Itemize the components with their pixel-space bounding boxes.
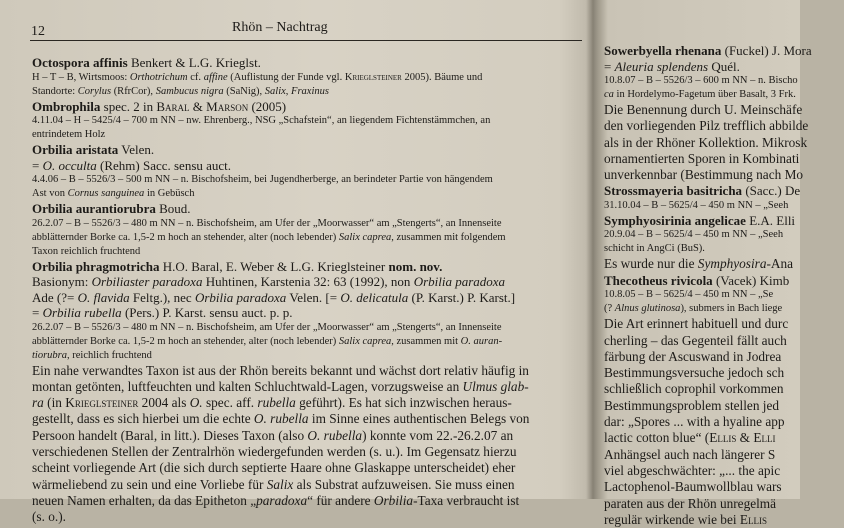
left-text-line: = O. occulta (Rehm) Sacc. sensu auct.	[32, 157, 232, 173]
left-text-line: Persoon handelt (Baral, in litt.). Dieses Taxon (also O. rubella) konnte vom 22.-26.2.07 an	[32, 427, 514, 443]
left-text-line: Basionym: Orbiliaster paradoxa Huhtinen, Karstenia 32: 63 (1992), non Orbilia paradoxa	[32, 274, 506, 289]
left-text-line: wärmeliebend zu sein und eine Vorliebe für Salix als Substrat aufzuweisen. Sie muss einen	[32, 476, 515, 492]
left-text-line: 26.2.07 – B – 5526/3 – 480 m NN – n. Bischofsheim, am Ufer der „Moorwasser“ am „Stengerts“, an Innenseite	[32, 217, 502, 229]
right-text-line: färbung der Ascuswand in Jodrea	[604, 348, 782, 364]
left-text-line: Orbilia aurantiorubra Boud.	[32, 201, 191, 216]
left-text-line: entrindetem Holz	[32, 129, 106, 140]
left-text-line: tiorubra, reichlich fruchtend	[32, 349, 152, 361]
right-text-line: Sowerbyella rhenana (Fuckel) J. Mora	[604, 43, 812, 58]
running-head: Rhön – Nachtrag	[232, 20, 328, 35]
left-text-line: (s. o.).	[32, 509, 66, 525]
left-text-line: Ombrophila spec. 2 in Baral & Marson (2005)	[32, 98, 287, 114]
left-text-line: H – T – B, Wirtsmoos: Orthotrichum cf. affine (Auflistung der Funde vgl. Krieglsteiner 2005). Bäume und	[32, 71, 483, 83]
right-text-line: Bestimmungsproblem stellen jed	[604, 397, 780, 413]
left-text-line: Octospora affinis Benkert & L.G. Krieglst.	[32, 55, 261, 70]
left-text-line: 26.2.07 – B – 5526/3 – 480 m NN – n. Bischofsheim, am Ufer der „Moorwasser“ am „Stengerts“, an Innenseite	[32, 321, 502, 333]
right-text-line: paraten aus der Rhön unregelmä	[604, 495, 777, 511]
right-text-line: 10.8.05 – B – 5625/4 – 450 m NN – „Se	[604, 289, 774, 301]
left-text-line: scheint vorliegende Art (die sich durch septierte Haare ohne Glaskappe unterscheidet) eher	[32, 460, 516, 476]
right-text-line: Strossmayeria basitricha (Sacc.) De	[604, 183, 801, 199]
header-rule	[30, 40, 582, 41]
right-text-line: schicht in AngCi (BuS).	[604, 243, 705, 255]
left-text-line: = Orbilia rubella (Pers.) P. Karst. sensu auct. p. p.	[32, 305, 293, 320]
right-text-line: den vorliegenden Pilz trefflich abbilde	[604, 118, 809, 134]
right-text-line: ca in Hordelymo-Fagetum über Basalt, 3 Frk.	[604, 89, 796, 100]
right-text-line: Bestimmungsversuche jedoch sch	[604, 365, 785, 381]
left-text-line: verschiedenen Stellen der Zentralrhön wiedergefunden werden (s. u.). Im Gegensatz hierzu	[32, 443, 517, 459]
left-text-column	[32, 55, 562, 525]
right-text-line: als in der Rhöner Kollektion. Mikrosk	[604, 134, 808, 150]
left-text-line: neuen Namen erhalten, da das Epitheton „paradoxa“ für andere Orbilia-Taxa verbraucht ist	[32, 492, 520, 508]
left-text-line: Ade (?= O. flavida Feltg.), nec Orbilia paradoxa Velen. [= O. delicatula (P. Karst.) P. Karst.]	[32, 289, 516, 305]
right-text-line: ornamentierten Sporen in Kombinati	[604, 150, 800, 166]
page-number: 12	[31, 24, 45, 39]
left-text-line: ra (in Krieglsteiner 2004 als O. spec. aff. rubella geführt). Es hat sich inzwischen heraus-	[32, 395, 512, 411]
right-text-line: 31.10.04 – B – 5625/4 – 450 m NN – „Seeh	[604, 199, 789, 211]
right-text-line: (? Alnus glutinosa), submers in Bach liege	[604, 303, 783, 315]
left-text-line: Ein nahe verwandtes Taxon ist aus der Rhön bereits bekannt und wächst dort relativ häufig in	[32, 362, 529, 378]
left-text-line: gestellt, dass es sich hierbei um die echte O. rubella im Sinne eines authentischen Belegs von	[32, 411, 530, 427]
left-text-line: 4.11.04 – H – 5425/4 – 700 m NN – nw. Ehrenberg., NSG „Schafstein“, an liegendem Fichtenstämmchen, an	[32, 115, 491, 126]
left-text-line: Ast von Cornus sanguinea in Gebüsch	[32, 188, 195, 199]
right-text-line: 20.9.04 – B – 5625/4 – 450 m NN – „Seeh	[604, 229, 784, 241]
left-text-line: abblätternder Borke ca. 1,5-2 m hoch an stehender, alter (noch lebender) Salix caprea, zusammen mit O. auran-	[32, 335, 503, 347]
left-text-line: montan getönten, luftfeuchten und kalten Schluchtwald-Lagen, vorzugsweise an Ulmus glab-	[32, 378, 529, 394]
right-text-line: Die Art erinnert habituell und durc	[604, 316, 789, 332]
right-text-line: dar: „Spores ... with a hyaline app	[604, 414, 785, 430]
left-text-line: 4.4.06 – B – 5526/3 – 500 m NN – n. Bischofsheim, bei Jugendherberge, an berindeter Partie von hängendem	[32, 174, 493, 185]
left-text-line: Orbilia aristata Velen.	[32, 142, 155, 157]
right-text-line: viel abgeschwächter: „... the apic	[604, 462, 781, 478]
left-text-line: Taxon reichlich fruchtend	[32, 245, 141, 257]
right-text-line: Die Benennung durch U. Meinschäfe	[604, 102, 803, 117]
right-text-line: Symphyosirinia angelicae E.A. Elli	[604, 212, 796, 228]
right-text-line: regulär wirkende wie bei Ellis	[604, 511, 767, 527]
right-text-line: schließlich coprophil vorkommen	[604, 381, 784, 397]
left-text-line: abblätternder Borke ca. 1,5-2 m hoch an stehender, alter (noch lebender) Salix caprea, zusammen mit folgendem	[32, 231, 506, 243]
left-text-line: Orbilia phragmotricha H.O. Baral, E. Weber & L.G. Krieglsteiner nom. nov.	[32, 258, 443, 274]
right-page	[598, 0, 812, 527]
right-text-line: lactic cotton blue“ (Ellis & Elli	[604, 430, 776, 446]
right-text-line: 10.8.07 – B – 5526/3 – 600 m NN – n. Bischo	[604, 75, 798, 86]
right-text-line: unverkennbar (Bestimmung nach Mo	[604, 167, 804, 183]
right-text-line: Lactophenol-Baumwollblau wars	[604, 479, 782, 495]
left-text-line: Standorte: Corylus (RfrCor), Sambucus nigra (SaNig), Salix, Fraxinus	[32, 85, 329, 97]
right-text-column	[604, 43, 844, 528]
right-text-line: Es wurde nur die Symphyosira-Ana	[604, 256, 794, 272]
right-text-line: cherling – das Gegenteil fällt auch	[604, 332, 787, 348]
right-text-line: Thecotheus rivicola (Vacek) Kimb	[604, 272, 790, 288]
right-text-line: = Aleuria splendens Quél.	[604, 58, 740, 74]
right-text-line: Anhängsel auch nach längerer S	[604, 446, 776, 462]
